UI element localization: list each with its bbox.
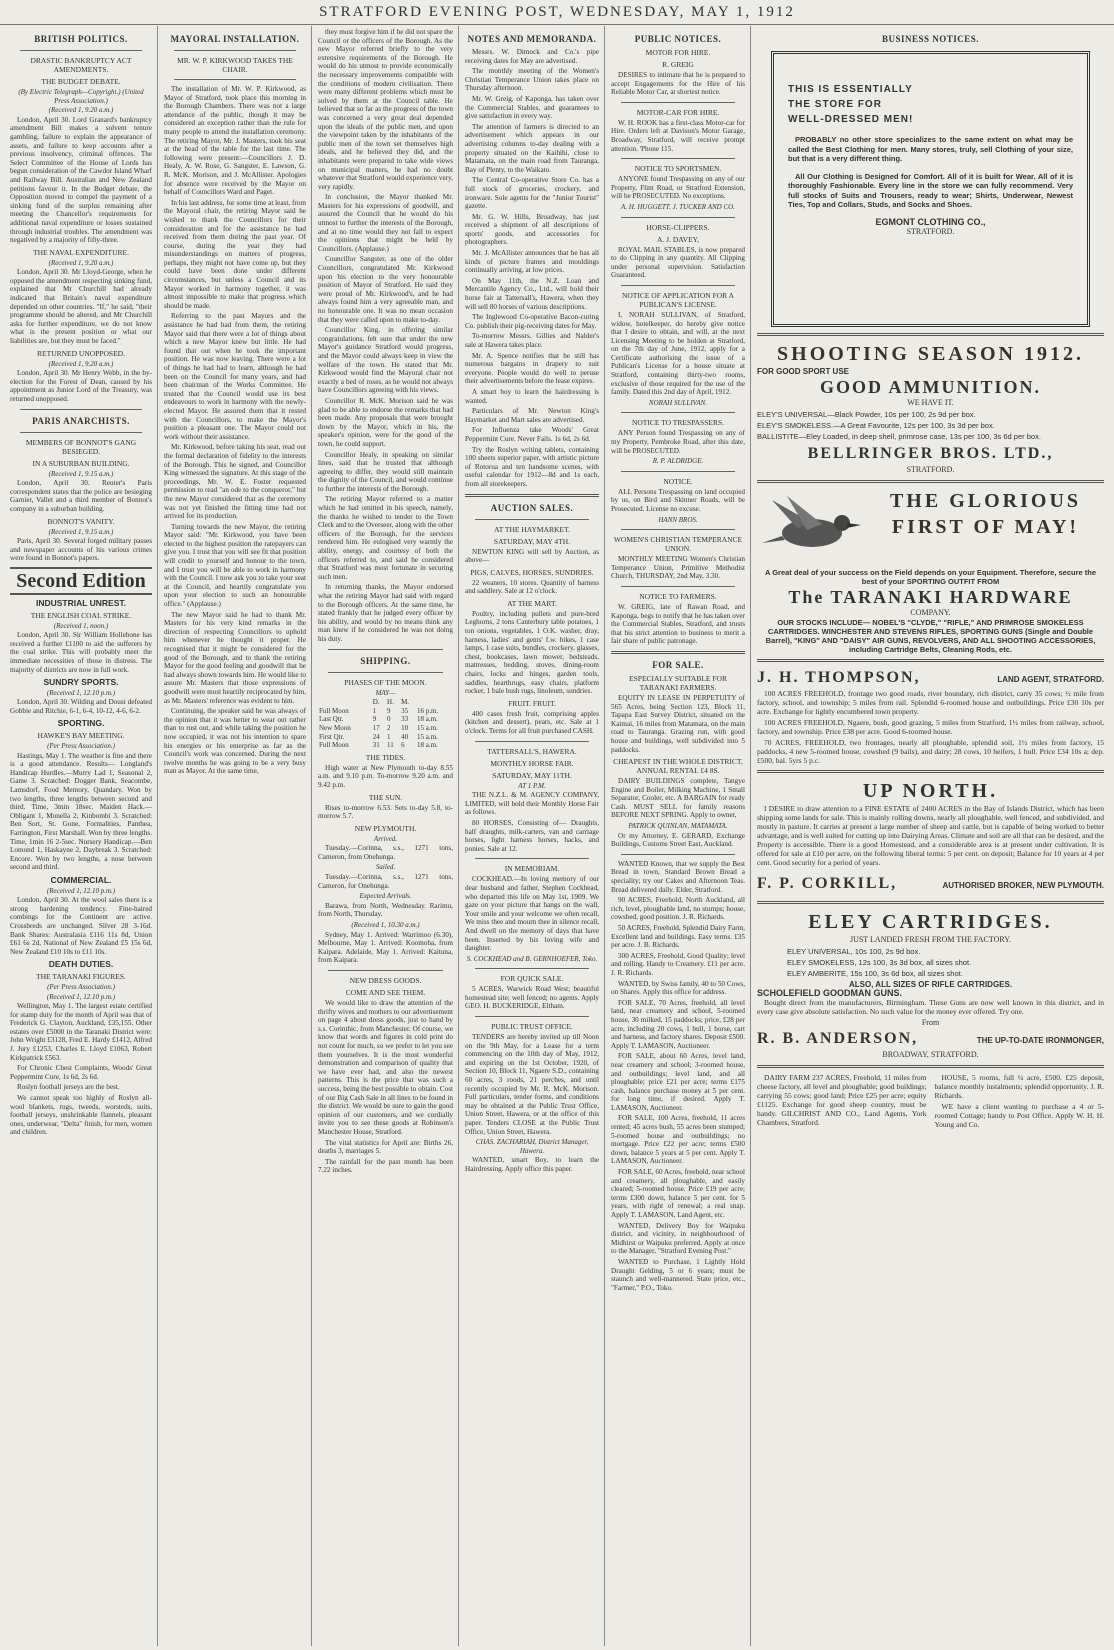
- article-paragraph: THE N.Z.L. & M. AGENCY COMPANY, LIMITED, will hold their Monthly Horse Fair as follows.: [465, 791, 599, 817]
- divider: [757, 770, 1104, 773]
- article-paragraph: Tuesday.—Corinna, s.s., 1271 tons, Cameron, for Onehunga.: [318, 873, 453, 890]
- signature: S. COCKHEAD and B. GERNHOEFER, Toko.: [466, 954, 598, 963]
- article-paragraph: London, April 30. Reuter's Paris correspondent states that the police are besieging Garnier, Vallet and a third member of Bonnot's company in a suburban building.: [10, 479, 152, 513]
- subheading: CHEAPEST IN THE WHOLE DISTRICT, ANNUAL RENTAL £4 8S.: [613, 757, 743, 776]
- article-paragraph: London, April 30. Sir William Hollebone has received a further £1100 to aid the sufferers by the coal strike. This will probably meet the immediate necessities of those in distress. The majority of districts are now in full work.: [10, 631, 152, 674]
- subheading: THE TIDES.: [365, 752, 406, 762]
- article-paragraph: Turning towards the new Mayor, the retiring Mayor said: "Mr. Kirkwood, you have been elected to the highest position the ratepayers can give you. I trust that you will see fit that position will credit to yourself and honour to the town, and I trust you will be able to work in harmony with the Council. I now ask you to take your seat at the Council, and heartily congratulate you upon your election to such an honourable office." (Applause.): [164, 522, 306, 609]
- article-paragraph: Or my Attorney, E. GERARD, Exchange Buildings, Customs Street East, Auckland.: [611, 831, 745, 849]
- subheading: IN A SUBURBAN BUILDING.: [32, 458, 130, 468]
- article-paragraph: 22 weaners, 10 stores. Quantity of harness and saddlery. Sale at 12 o'clock.: [465, 578, 599, 596]
- ad-paragraph: I DESIRE to draw attention to a FINE ESTATE of 2400 ACRES in the Bay of Islands District, which has been shipping some lands for sale. This is mainly rolling downs, nearly all ploughable, well fenced, and subdivided, and mostly in pasture. It carries at present a large number of sheep and cattle, but is capable of being worked to better advantage, and is well suited for cutting up into Dairying Areas. Climate and soil are all that can be desired, and the Property is accessible. There is a good Homestead, and a considerable area is at present under cultivation. It is offered for sale at £10 per acre, on the following liberal terms: 5 per cent. on deposit; Balance for 10 years at 4 per cent. Good security for a period of years.: [757, 804, 1104, 867]
- article-paragraph: ANYONE found Trespassing on any of our Property, Flint Road, or Stratford Extension, will be PROSECUTED. No exceptions.: [611, 175, 745, 201]
- second-edition-banner: Second Edition: [10, 567, 152, 595]
- article-paragraph: Continuing, the speaker said he was always of the opinion that it was better to wear out rather than to rust out, and while taking the position he now occupied, it was not his intention to spare his energies or his enterprise as far as the Council's work was concerned. During the next twelve months he was going to be a very busy man as Mayor. At the same time,: [164, 707, 306, 776]
- column-rule: [458, 26, 459, 1646]
- table-cell: 40: [401, 732, 409, 741]
- subheading: COME AND SEE THEM.: [345, 988, 426, 997]
- received-line: (Received 1, 9.20 a.m.): [48, 106, 114, 115]
- section-heading: INDUSTRIAL UNREST.: [35, 597, 127, 608]
- ad-paragraph: A Great deal of your success on the Field depends on your Equipment. Therefore, secure the best of your SPORTING OUTFIT FROM: [764, 568, 1097, 586]
- article-paragraph: NEWTON KING will sell by Auction, as above—: [465, 547, 599, 565]
- duck-icon: [757, 488, 867, 568]
- subheading: ESPECIALLY SUITABLE FOR TARANAKI FARMERS.: [629, 673, 727, 692]
- table-header: D.: [372, 698, 380, 707]
- corkill-header: [757, 873, 1104, 895]
- article-paragraph: ROYAL MAIL STABLES, is now prepared to do Clipping in any quantity. All Clipping under personal supervision. Satisfaction Guaranteed.: [611, 245, 745, 280]
- classified-ad: HOUSE, 5 rooms, full ¼ acre, £500. £25 deposit, balance monthly instalments; splendid opportunity. J. R. Richards.: [934, 1073, 1104, 1100]
- table-row: [318, 707, 453, 716]
- ad-headline: ELEY CARTRIDGES.: [808, 911, 1053, 933]
- divider: [621, 586, 735, 587]
- ad-tagline: FOR GOOD SPORT USE: [757, 367, 850, 376]
- article-paragraph: The attention of farmers is directed to an advertisement which appears in our advertising columns to-day dealing with a property situated on the Kaihihi, close to Matamata, on the main road from Tauranga, Bay of Plenty, to the Waikato.: [465, 122, 599, 174]
- subheading: A. J. DAVEY,: [656, 234, 700, 244]
- section-heading: SHIPPING.: [360, 655, 411, 666]
- table-cell: 35: [401, 706, 409, 715]
- classified-ad: 100 ACRES FREEHOLD, Ngaere, bush, good grazing, 5 miles from Stratford, 1½ miles from railway, school, factory, and township. Price £38 per acre. Good 6-roomed house.: [757, 718, 1104, 736]
- article-paragraph: Sydney, May 1. Arrived: Warrimoo (6.30), Melbourne, May 1. Arrived: Koomoba, from Kaipara. Adelaide, May 1. Arrived: Kaituna, from Kaipara.: [318, 930, 453, 965]
- table-cell: 1: [372, 706, 377, 715]
- article-paragraph: 80 HORSES, Consisting of— Draughts, half draughts, milk-carters, van and carriage horses, light harness horses, hacks, and ponies. Sale at 12.: [465, 818, 599, 853]
- advertiser-title: AUTHORISED BROKER, NEW PLYMOUTH.: [942, 881, 1104, 890]
- byline: (By Electric Telegraph—Copyright.) (United Press Association.): [18, 88, 144, 105]
- article-paragraph: London, April 30. At the wool sales there is a strong hardening tendency. Fine-haired combings for the Continent are active. Crossbreds are unchanged. Silver 28 3-16d. Bank Shares: Australasia £116 11s 8d, Union £61 6s 2d, National of New Zealand £5 15s 6d, New Zealand £10 10s to £11 10s.: [10, 896, 152, 956]
- advert-line: For Influenza take Woods' Great Peppermint Cure. Never Fails. 1s 6d, 2s 6d.: [465, 426, 599, 443]
- subheading: MONTHLY HORSE FAIR.: [490, 758, 574, 768]
- received-line: (Received 1, 12.10 p.m.): [46, 886, 116, 895]
- article-paragraph: Mr. W. Greig, of Kaponga, has taken over the Commercial Stables, and guarantees to give satisfaction in every way.: [465, 94, 599, 121]
- article-paragraph: MONTHLY MEETING Women's Christian Temperance Union, Primitive Methodist Church, THURSDAY, 2nd May, 3.30.: [611, 555, 745, 581]
- egmont-clothing-ad: [771, 51, 1090, 327]
- price-line: ELEY'S UNIVERSAL—Black Powder, 10s per 100, 2s 9d per box.: [757, 410, 976, 419]
- article-paragraph: Hastings, May 1. The weather is fine and there is a good attendance. Results— Longland's Handicap Hurdles.—Murry Lad 1, Seasonal 2, Game 3. Scratched: Dogger Bank, Seacombe, Lamsdorf, Food Memory, Quandary. Won by two lengths, three lengths between second and third. Time, 3min 18sec. Maiden Hack.—Obligant 1, Monella 2, Kinbombi 3. Scratched: Ben Sort, St. Gone, Formalities, Panthea, Farrington, First Marshall. Won by three lengths. Time, 1min 16 2-5sec. Nursery Handicap.—Ben Lomond 1, Haskayne 2, Daybreak 3. Scratched: Encore. Won by two lengths, a nose between second and third.: [10, 751, 152, 872]
- advert-line: We cannot speak too highly of Roslyn all-wool blankets, rugs, tweeds, worsteds, suits, football jerseys, unshrinkable flannels, pleasant ones, underwear, "Delta" finish, for men, women and children.: [10, 1094, 152, 1137]
- table-cell: 6: [401, 741, 405, 750]
- ad-headline: THE STORE FOR: [788, 99, 882, 110]
- glorious-ad: [757, 488, 1104, 568]
- divider: [621, 158, 735, 159]
- article-paragraph: Paris, April 30. Several forged military passes and newspaper accounts of his various crimes were found in Bonnot's papers.: [10, 537, 152, 563]
- moon-table: [318, 698, 453, 750]
- divider: [621, 412, 735, 413]
- price-line: ELEY AMBERITE, 15s 100, 3s 6d box, all sizes shot.: [787, 969, 963, 978]
- article-paragraph: London, April 30. Mr Lloyd-George, when he opposed the amendment respecting sinking fund, explained that Mr Churchill had already indicated that Britain's naval expenditure depended on other countries. "If," he said, "their programme should be altered, and Mr Churchill asks for further expenditure, we do not know what is the present position or what our liabilities are, but they must be faced.": [10, 268, 152, 346]
- article-paragraph: Barawa, from North, Wednesday. Rarimu, from North, Thursday.: [318, 901, 453, 919]
- signature: CHAS. ZACHARIAH, District Manager, Hawera.: [475, 1138, 589, 1155]
- subheading: NOTICE OF APPLICATION FOR A PUBLICAN'S LICENSE.: [621, 290, 735, 309]
- article-paragraph: The monthly meeting of the Women's Christian Temperance Union takes place on Thursday afternoon.: [465, 67, 599, 93]
- article-paragraph: Mr. Kirkwood, before taking his seat, read out the formal declaration of fidelity to the interests of the Borough. This he signed, and Councillor King witnessed the signature. At this stage of the proceedings, Mr. W. E. Foster requested permission to read "an ode to the conqueror," but the new Mayor considered that as the ceremony was not yet finished the fitting time had not arrived for its production.: [164, 443, 306, 521]
- divider: [465, 494, 599, 497]
- article-paragraph: WANTED, smart Boy, to learn the Hairdressing. Apply office this paper.: [465, 1156, 599, 1173]
- section-heading: MAYORAL INSTALLATION.: [170, 34, 300, 44]
- table-cell: 9: [387, 706, 391, 715]
- price-line: ELEY SMOKELESS, 12s 100, 3s 3d box, all sizes shot.: [787, 958, 972, 967]
- column-rule: [750, 26, 751, 1646]
- ad-headline: WELL-DRESSED MEN!: [788, 114, 914, 125]
- advert-line: For Chronic Chest Complaints, Woods' Great Peppermint Cure, 1s 6d, 2s 6d.: [10, 1064, 152, 1081]
- subheading: PIGS, CALVES, HORSES, SUNDRIES.: [470, 567, 594, 577]
- received-line: (Received 1, 9.15 a.m.): [48, 527, 114, 536]
- table-header: M.: [401, 698, 410, 707]
- subheading: FOR QUICK SALE.: [500, 974, 564, 984]
- article-paragraph: The Central Co-operative Store Co. has a full stock of groceries, crockery, and ironware. Sole agents for the "Junior Tourist" gazette.: [465, 176, 599, 211]
- subheading: IN MEMORIAM.: [504, 864, 560, 874]
- subheading: WOMEN'S CHRISTIAN TEMPERANCE UNION.: [613, 535, 743, 554]
- article-paragraph: Councillor R. McK. Morison said he was glad to be able to endorse the remarks that had been made. Any proposals that were brought down by the Mayor, which in his, the speaker's opinion, were for the good of the town, he could support.: [318, 396, 453, 448]
- column-mayoral-installation: [160, 28, 310, 1646]
- label: Expected Arrivals.: [359, 892, 412, 901]
- article-paragraph: Wellington, May 1. The largest estate certified for stamp duty for the month of April was that of Frederick G. Clayton, Auckland, £35,155. Other estates over £5000 in the Taranaki District were: John Wright £3128, Fred E. Hardy £1412, Alfred J. Jury £1253, Charles E. Lloyd £1063, Robert Kirkpatrick £563.: [10, 1002, 152, 1062]
- section-heading: BUSINESS NOTICES.: [881, 34, 980, 44]
- ad-headline: THIS IS ESSENTIALLY: [788, 84, 913, 95]
- classified-ad: 300 ACRES, Freehold, Good Quality; level and rolling. Handy to Creamery. £11 per acre. J. R. Richards.: [611, 951, 745, 977]
- ad-tagline: JUST LANDED FRESH FROM THE FACTORY.: [849, 935, 1012, 944]
- table-cell: 11: [387, 741, 394, 750]
- article-paragraph: The vital statistics for April are: Births 26, deaths 3, marriages 5.: [318, 1138, 453, 1156]
- column-notes-memoranda: [461, 28, 603, 1646]
- table-cell: Full Moon: [319, 706, 349, 715]
- subheading: AT THE HAYMARKET.: [494, 524, 570, 534]
- classified-ad: DAIRY FARM 237 ACRES, Freehold, 11 miles from cheese factory, all level and ploughable; good buildings; carrying 55 cows; good land; Price £25 per acre; equity £1125. Exchange for good sheep country, must be handy. GILCHRIST AND CO., Land Agents, York Chambers, Stratford.: [757, 1073, 927, 1127]
- article-paragraph: 400 cases fresh fruit, comprising apples (kitchen and dessert), pears, etc. Sale at 1 o'clock. Terms for all fruit purchased CASH.: [465, 709, 599, 735]
- article-paragraph: Councillor Sangster, as one of the older Councillors, congratulated Mr. Kirkwood upon his election to the very honourable position of Mayor of Stratford. He said they were proud of Mr. Kirkwood's, and he had always found him a very agreeable man, and no honourable one. It was no mean occasion that they were called upon to make to-day.: [318, 255, 453, 324]
- table-cell: 1: [387, 732, 391, 741]
- divider: [475, 858, 589, 859]
- byline: (Per Press Association.): [47, 982, 115, 991]
- article-paragraph: Councillor Healy, in speaking on similar lines, said that he trusted that although agreeing to differ, they would still maintain the dignity of the Council, and would continue to further the interests of the Borough.: [318, 450, 453, 493]
- article-paragraph: In returning thanks, the Mayor endorsed what the retiring Mayor had said with regard to the Borough officers. At the same time, he stated frankly that he judged every officer by his ability, and would by no means think any man knew if he considered he was not doing his duty.: [318, 583, 453, 643]
- ad-headline: SHOOTING SEASON 1912.: [777, 343, 1084, 365]
- divider: [328, 649, 443, 650]
- ad-paragraph: PROBABLY no other store specializes to the same extent on what may be called the Best Clothing for men. Many stores, truly, sell Clothing of your size, but that is a very different thing.: [788, 135, 1073, 163]
- table-row: [318, 741, 453, 750]
- moon-month: MAY—: [375, 688, 396, 697]
- article-paragraph: Councillor King, in offering similar congratulations, felt sure that under the new Mayor's guidance Stratford would progress, and the Mayor could always keep in view the welfare of the town. He stated that Mr. Kirkwood would find the Mayoral chair not exactly a bed of roses, as he would not always have Councillors agreeing with his views.: [318, 326, 453, 395]
- divider: [757, 333, 1104, 336]
- advertiser-location: STRATFORD.: [906, 465, 955, 474]
- article-paragraph: The Inglewood Co-operative Bacon-curing Co. publish their pig-receiving dates for May.: [465, 313, 599, 330]
- table-header: [318, 698, 372, 707]
- ad-headline: GOOD AMMUNITION.: [820, 377, 1041, 397]
- ad-headline: FIRST OF MAY!: [891, 516, 1080, 538]
- article-paragraph: London, April 30. Lord Granard's bankruptcy amendment Bill makes a solvent tenure gambling, failure to explain the appearance of assets, and failure to keep accounts after a previous insolvency, criminal offences. The Select Committee of the House of Lords has begun consideration of the Cawdor Island Wharf and Railway Bill. Australian and New Zealand petitions favour it. In the Budget debate, the Opposition moved to compel the payment of a sinking fund of the surplus remaining after meeting the Chancellor's requirements for additional naval expenditure or losses sustained through industrial troubles. The amendment was negatived by a majority of fifty-three.: [10, 115, 152, 245]
- article-paragraph: Particulars of Mr. Newton King's Haymarket and Mart sales are advertised.: [465, 407, 599, 424]
- divider: [621, 217, 735, 218]
- divider: [328, 672, 443, 673]
- classified-ad: WE have a client wanting to purchase a 4 or 5-roomed Cottage; handy to Post Office. Apply W. H. H. Young and Co.: [934, 1102, 1104, 1129]
- classified-ad: WANTED to Purchase, 1 Lightly Hold Draught Gelding, 5 or 6 years; must be staunch and well-mannered. State price, etc., "Farmer," P.O., Toko.: [611, 1257, 745, 1292]
- classified-ad: FOR SALE, 100 Acres, freehold, 11 acres rented; 45 acres bush, 55 acres been stumped; 5-roomed house and outbuildings; no mortgage. Price £22 per acre; terms £500 down, balance 5 years at 5 per cent. Apply T. LAMASON, Auctioneer.: [611, 1114, 745, 1166]
- advertiser-name: BELLRINGER BROS. LTD.,: [807, 445, 1054, 462]
- subheading: NEW PLYMOUTH.: [354, 823, 417, 833]
- section-heading: SPORTING.: [57, 718, 105, 729]
- column-mayoral-continued: [314, 28, 457, 1646]
- subheading: THE ENGLISH COAL STRIKE.: [30, 610, 132, 620]
- column-rule: [604, 26, 605, 1646]
- table-cell: 16 p.m.: [416, 706, 439, 715]
- subheading: RETURNED UNOPPOSED.: [37, 348, 125, 358]
- table-cell: 9: [372, 715, 377, 724]
- classified-ad: FOR SALE, about 60 Acres, level land, near creamery and school; 3-roomed house, and outbuildings; level land, and all ploughable; price £21 per acre; terms £175 cash, balance purchase money at 5 per cent. for long time, if desired. Apply T. LAMASON, Auctioneer.: [611, 1052, 745, 1112]
- advertiser-title: LAND AGENT, STRATFORD.: [997, 675, 1104, 684]
- article-paragraph: We would like to draw the attention of the thrifty wives and mothers to our advertisement on page 4 about dress goods, just to hand by s.s. Corinthic, from Manchester. Of course, we know that words and figures in cold print do not count for much, so we prefer to let you see them yourselves. It is the most wonderful demonstration and comparison of quality that we have ever had, and also the newest patterns. This is the price that was such a success, being the best possible to obtain. Cost of our Big Cash Sale in all lines to be found in the district. We would be sure to gain the good opinion of our customers, and we cordially invite you to see these goods at Robinson's Manchester House, Stratford.: [318, 999, 453, 1136]
- table-cell: 31: [372, 741, 380, 750]
- ad-tagline: WE HAVE IT.: [907, 398, 954, 407]
- section-heading: NOTES AND MEMORANDA.: [467, 34, 597, 44]
- article-paragraph: The rainfall for the past month has been 7.22 inches.: [318, 1157, 453, 1175]
- divider: [621, 471, 735, 472]
- article-paragraph: Mr. G. W. Hills, Broadway, has just received a shipment of all descriptions of sports' goods, and accessories for photographers.: [465, 212, 599, 247]
- article-paragraph: 5 ACRES, Warwick Road West; beautiful homestead site; well fenced; no agents. Apply GEO. H. BUCKERIDGE, Eltham.: [465, 985, 599, 1011]
- article-paragraph: In conclusion, the Mayor thanked Mr. Masters for his expressions of goodwill, and assured the Council that he would do his utmost to further the interests of the Borough, and at no time would they not fail to expect the opinions that might be held by Councillors. (Applause.): [318, 193, 453, 253]
- classified-ad: WANTED Known, that we supply the Best Bread in town, Standard Brown Bread a speciality; try our Cakes and Afternoon Teas. Bread delivered daily. Elder, Stratford.: [611, 859, 745, 894]
- subheading: THE SUN.: [368, 792, 403, 802]
- ad-headline: SCHOLEFIELD GOODMAN GUNS.: [757, 988, 903, 998]
- subheading: SATURDAY, MAY 11TH.: [492, 770, 572, 780]
- advertiser-name: R. B. ANDERSON,: [757, 1030, 919, 1047]
- anderson-header: [757, 1028, 1104, 1050]
- table-cell: 33: [401, 715, 409, 724]
- subheading: THE BUDGET DEBATE.: [41, 77, 121, 86]
- divider: [20, 432, 142, 433]
- article-paragraph: I, NORAH SULLIVAN, of Stratford, widow, hotelkeeper, do hereby give notice that I desire to obtain, and will, at the next Licensing Meeting to be holden at Stratford, on the 7th day of June, 1912, apply for a Certificate authorising the issue of a Publican's License for a house situate at Stratford, containing thirty-two rooms, exclusive of those required for the use of the family. Dated this 2nd day of April, 1912.: [611, 310, 745, 397]
- section-heading: DEATH DUTIES.: [48, 959, 114, 970]
- subheading: AT THE MART.: [507, 598, 557, 608]
- section-heading: COMMERCIAL.: [50, 874, 112, 885]
- classified-ad: 70 ACRES, FREEHOLD, two frontages, nearly all ploughable, splendid soil, 1½ miles from factory, 15 paddocks, 4 new 5-roomed house, cowshed (9 bails), and dairy; 28 cows, 10 heifers, 1 bull. Price £34 10s a; dep. £500, bal. 5yrs 5 p.c.: [757, 738, 1104, 765]
- divider: [621, 854, 735, 855]
- subheading: R. GREIG: [662, 60, 694, 69]
- ad-paragraph: OUR STOCKS INCLUDE— NOBEL'S "CLYDE," "RIFLE," AND PRIMROSE SMOKELESS CARTRIDGES. WINCHESTER AND STEVENS RIFLES, SPORTING GUNS (Single and Double Barrel), "KING" AND "DAISY" AIR GUNS, REVOLVERS, AND ALL SHOOTING ACCESSORIES, including Cartridge Belts, Cleaning Rods, etc.: [765, 618, 1096, 654]
- article-paragraph: Tuesday.—Corinna, s.s., 1271 tons, Cameron, from Onehunga.: [318, 844, 453, 861]
- table-cell: 10: [401, 723, 409, 732]
- received-line: (Received 1, 12.10 p.m.): [46, 688, 116, 697]
- article-paragraph: The retiring Mayor referred to a matter which he had omitted in his speech, namely, the thanks he wished to tender to the Town Clerk and to the Overseer, along with the other officers of the Borough, for the services rendered him. He eulogised very warmly the ability, energy, and courtesy of both the officers referred to, and said he considered that Stratford was most fortunate in securing such men.: [318, 495, 453, 581]
- divider: [20, 409, 142, 410]
- article-paragraph: they must forgive him if he did not spare the Council or the officers of the Borough. As the new Mayor referred briefly to the very extensive requirements of the Borough. He would do his utmost to provide economically the necessary improvements compatible with the conditions of modern civilisation. There were many different problems which must be solved by them at the Council table. He believed that so far as the progress of the town was concerned a very great deal depended upon the ideals of the public men, and upon the viewpoint taken by the inhabitants of the public men of the town set themselves high ideals, and he believed they did, and the inhabitants were prepared to take wide views on municipal matters, he had no doubt whatever that Stratford would experience very, very rapidly.: [318, 28, 453, 191]
- article-paragraph: COCKHEAD.—In loving memory of our dear husband and father, Stephen Cockhead, who departed this life on May 1st, 1909. We gaze on your picture that hangs on the wall, Your smile and your welcome we often recall, We miss thee and mourn thee in silence recall, And dwell on the memory of days that have been. Inserted by his loving wife and daughter.: [465, 875, 599, 953]
- subheading: NOTICE TO TRESPASSERS.: [631, 418, 725, 428]
- article-paragraph: The new Mayor said he had to thank Mr. Masters for his very kind remarks in the direction of respecting Councillors to uphold him whenever he thought it proper. He recognised that it might be considered for the good of the Borough, and to thank the retiring Mayor for the good feeling and goodwill that he had always shown towards him. He would like to assure Mr. Masters that those expressions of goodwill were most heartily reciprocated by him, as Mr. Masters' reference was evident to him.: [164, 610, 306, 705]
- subheading: PUBLIC TRUST OFFICE.: [491, 1022, 573, 1032]
- article-paragraph: DAIRY BUILDINGS complete, Tangye Engine and Boiler, Milking Machine, 1 Small Separator, Cooler, etc. A BARGAIN for ready Cash. MUST SELL for family reasons BEFORE NEXT SPRING. Apply to owner,: [611, 777, 745, 820]
- article-paragraph: W. H. ROOK has a first-class Motor-car for Hire. Orders left at Davison's Motor Garage, Broadway, Stratford, will receive prompt attention. 'Phone 115.: [611, 118, 745, 153]
- classified-ad: 50 ACRES, Freehold, Splendid Dairy Farm, Excellent land and buildings. Easy terms. £35 per acre. J. B. Richards.: [611, 924, 745, 950]
- divider: [621, 102, 735, 103]
- article-paragraph: ALL Persons Trespassing on land occupied by us, on Bird and Skinner Roads, will be Prosecuted. License no excuse.: [611, 487, 745, 513]
- subheading: SATURDAY, MAY 4TH.: [493, 536, 571, 546]
- table-row: [318, 733, 453, 742]
- article-paragraph: Mr. A. Spence notifies that he still has numerous bargains in drapery to suit everyone. People would do well to peruse their advertisements before the lease expires.: [465, 351, 599, 386]
- table-row: [318, 715, 453, 724]
- ad-headline: THE GLORIOUS: [889, 490, 1082, 512]
- table-cell: Last Qtr.: [319, 715, 344, 724]
- classified-ad: FOR SALE, 60 Acres, freehold, near school and creamery, all ploughable, and easily cleared; 5-roomed house. Price £19 per acre; terms £300 down, balance 5 per cent. for 5 years, with right of renewal; a real snap. Apply T. LAMASON, Land Agent, etc.: [611, 1168, 745, 1219]
- received-line: (Received 1, noon.): [53, 621, 109, 630]
- article-paragraph: Messrs. W. Dimock and Co.'s pipe receiving dates for May are advertised.: [465, 48, 599, 65]
- subheading: BONNOT'S VANITY.: [47, 516, 115, 526]
- divider: [174, 79, 296, 80]
- price-line: BALLISTITE—Eley Loaded, in deep shell, primrose case, 13s per 100, 3s 6d per box.: [757, 432, 1041, 441]
- advertiser-title: THE UP-TO-DATE IRONMONGER,: [976, 1036, 1104, 1045]
- column-public-notices: [607, 28, 749, 1646]
- subheading: MR. W. P. KIRKWOOD TAKES THE CHAIR.: [177, 56, 293, 74]
- advertiser-name: F. P. CORKILL,: [757, 875, 898, 892]
- subheading: TATTERSALL'S, HAWERA.: [487, 746, 577, 756]
- table-header: H.: [387, 698, 394, 707]
- signature: NORAH SULLIVAN.: [648, 398, 708, 407]
- signature: HANN BROS.: [658, 515, 698, 524]
- classified-ad: 90 ACRES, Freehold, North Auckland, all rich, level, ploughable land, no stumps; house, cowshed, good position. J. R. Richards.: [611, 896, 745, 922]
- section-heading: PARIS ANARCHISTS.: [32, 415, 130, 426]
- table-cell: 15 a.m.: [416, 732, 438, 741]
- divider: [328, 970, 443, 971]
- article-paragraph: TENDERS are hereby invited up till Noon on the 9th May, for a Lease for a term commencing on the 10th day of May, 1912, and expiring on the 1st October, 1920, of Section 10, Block 11, Ngaere S.D., containing 60 acres, 3 roods, 21 perches, and until recently occupied by Mr. R. McK. Morison. Full particulars, tender forms, and conditions may be obtained at the Public Trust Office, Union Street, Hawera, or at the office of this paper. Tenders CLOSE at the Public Trust Office, Union Street, Hawera.: [465, 1033, 599, 1136]
- article-paragraph: High water at New Plymouth to-day 8.55 a.m. and 9.10 p.m. To-morrow 9.20 a.m. and 9.42 p.m.: [318, 763, 453, 789]
- subheading: HORSE-CLIPPERS.: [646, 222, 710, 232]
- subheading: DRASTIC BANKRUPTCY ACT AMENDMENTS.: [30, 56, 132, 74]
- ad-paragraph: Bought direct from the manufacturers, Birmingham. These Guns are now well known in this district, and in every case give absolute satisfaction. No such value for the money ever offered. Try one.: [757, 998, 1104, 1016]
- advertiser-location: STRATFORD.: [906, 226, 955, 236]
- article-paragraph: London, April 30. Wilding and Doust defeated Gobbie and Ritchie, 6-1, 6-4, 10-12, 4-6, 6-2.: [10, 698, 152, 715]
- advertiser-name: EGMONT CLOTHING CO.,: [875, 216, 986, 227]
- price-line: ELEY UNIVERSAL, 10s 100, 2s 9d box.: [787, 947, 921, 956]
- table-cell: 18 a.m.: [416, 741, 438, 750]
- signature: A. H. HUGGETT. J. TUCKER AND CO.: [621, 202, 735, 211]
- divider: [475, 519, 589, 520]
- ad-paragraph: All Our Clothing is Designed for Comfort. All of it is built for Wear. All of it is thoroughly Fashionable. Every line in the store we can fully recommend. Very full stocks of Suits and Trousers, ready to wear; Shirts, Underwear, Newest Ties, Top and Collars, Studs, and Socks and Shoes.: [788, 171, 1073, 209]
- divider: [20, 50, 142, 51]
- signature: PATRICK QUINLAN, MATAMATA.: [628, 822, 728, 831]
- subheading: THE TARANAKI FIGURES.: [36, 971, 126, 981]
- section-heading: PUBLIC NOTICES.: [634, 34, 722, 44]
- table-cell: 24: [372, 732, 380, 741]
- table-cell: 18 a.m.: [416, 715, 438, 724]
- divider: [621, 529, 735, 530]
- divider: [475, 968, 589, 969]
- table-cell: Full Moon: [319, 741, 349, 750]
- advertiser-name: The TARANAKI HARDWARE: [788, 587, 1073, 607]
- classified-ad: WANTED, Delivery Boy for Waipuku district, and vicinity, in neighbourhood of Midhirst or Waipuku preferred. Apply at once to the Manager, "Stratford Evening Post.": [611, 1221, 745, 1256]
- subheading: HAWKE'S BAY MEETING.: [37, 731, 125, 741]
- subheading: FRUIT. FRUIT.: [508, 698, 556, 708]
- advertiser-name: J. H. THOMPSON,: [757, 669, 921, 686]
- table-cell: First Qtr.: [319, 732, 345, 741]
- byline: (Per Press Association.): [47, 742, 115, 751]
- received-line: (Received 1, 12.10 p.m.): [46, 992, 116, 1001]
- column-business-notices: [753, 28, 1108, 1646]
- received-line: (Received 1, 9.20 a.m.): [48, 359, 114, 368]
- divider: [757, 1065, 1104, 1068]
- article-paragraph: ANY Person found Trespassing on any of my Property, Pembroke Road, after this date, will be PROSECUTED.: [611, 429, 745, 455]
- advertiser-location: COMPANY.: [910, 608, 951, 617]
- table-cell: 17: [372, 723, 380, 732]
- subheading: MOTOR FOR HIRE.: [645, 48, 711, 57]
- divider: [621, 285, 735, 286]
- label: Arrived.: [373, 834, 398, 843]
- label: From: [921, 1018, 940, 1027]
- divider: [757, 480, 1104, 483]
- subheading: NEW DRESS GOODS.: [349, 976, 422, 985]
- table-header: [416, 698, 453, 707]
- advertiser-location: BROADWAY, STRATFORD.: [882, 1050, 979, 1059]
- column-rule: [157, 26, 158, 1646]
- ad-tagline: ALSO, ALL SIZES OF RIFLE CARTRIDGES.: [848, 980, 1013, 989]
- article-paragraph: Referring to the past Mayors and the assistance he had had from them, the retiring Mayor said that there were a lot of things about which a new Mayor knew but little. He had found that out when he took the important position. He was now leaving. There were a lot of things he had had to learn, although he had been on the Council for many years, and had been chairman of the Works Committee. He trusted that the Council would use its best endeavours to work in harmony with the newly-elected Mayor. He assured them that it rested with the Councillors, to make the Mayor's position a pleasant one. The Mayor could not work without their assistance.: [164, 312, 306, 441]
- classified-ad: FOR SALE, 70 Acres, freehold, all level land, near creamery and school, 5-roomed house, 30 milked, 15 paddocks; price, £28 per acre, including 20 cows, 1 bull, 1 horse, cart and harness, and factory shares. Deposit £500. Apply T. LAMASON, Auctioneer.: [611, 998, 745, 1050]
- article-paragraph: To-morrow Messrs. Gillies and Nalder's sale at Hawera takes place.: [465, 332, 599, 349]
- article-paragraph: In his last address, for some time at least, from the Mayoral chair, the retiring Mayor said he wished to thank the Councillors for their consideration and for the assistance he had received from them during the past year. Of course, during the year they had misunderstandings on matters of progress, perhaps, they might not have come up, but they could have been done under different circumstances, but unless a Council and its Mayor worked in harmony together, it was almost impossible to make that progress which should be made.: [164, 198, 306, 310]
- received-line: (Received 1, 9.15 a.m.): [48, 469, 114, 478]
- article-paragraph: Try the Roslyn writing tablets, containing 100 sheets superior paper, with artistic picture of Rotorua and ten handsome scenes, with useful calendar for 1912—8d and 1s each, from all storekeepers.: [465, 445, 599, 488]
- divider: [611, 651, 745, 654]
- article-paragraph: The installation of Mr. W. P. Kirkwood, as Mayor of Stratford, took place this morning in the Borough Chambers. There was not a large attendance of the public, though it may be considered an exception rather than the rule for many people to attend the installation ceremony. The retiring Mayor, Mr. J. Masters, took his seat at the head of the table for the last time. The following were present:—Councillors J. D. Healy, A. W. Rose, G. Sangster, E. Lawson, G. R. McK. Morison, and J. McAllister. Apologies for absence were received by the Mayor on behalf of Councillors Ward and Paget.: [164, 85, 306, 197]
- article-paragraph: London, April 30. Mr Henry Webb, in the by-election for the Forest of Dean, caused by his appointment as Junior Lord of the Treasury, was returned unopposed.: [10, 369, 152, 403]
- subheading: MEMBERS OF BONNOT'S GANG BESIEGED.: [25, 437, 137, 456]
- article-paragraph: EQUITY IN LEASE IN PERPETUITY of 565 Acres, being Section 123, Block 11, Tapapa East Survey District, situated on the Kaimai, 16 miles from Matamata, on the main road to Tauranga. Grazing run, with good house and buildings, well subdivided into 5 paddocks.: [611, 693, 745, 754]
- section-heading: AUCTION SALES.: [490, 502, 574, 513]
- table-cell: 15 a.m.: [416, 723, 438, 732]
- article-paragraph: Mr. J. McAllister announces that he has all kinds of picture frames and mouldings continually arriving, at low prices.: [465, 249, 599, 275]
- table-cell: 0: [387, 715, 391, 724]
- divider: [757, 901, 1104, 904]
- price-line: ELEY'S SMOKELESS.—A Great Favourite, 12s per 100, 3s 3d per box.: [757, 421, 995, 430]
- divider: [475, 1016, 589, 1017]
- section-heading: FOR SALE.: [652, 659, 704, 670]
- received-line: (Received 1, 10.30 a.m.): [351, 921, 420, 930]
- classified-ad: WANTED, by Swiss family, 40 to 50 Cows, on Shares. Apply this office for address.: [611, 979, 745, 997]
- masthead: STRATFORD EVENING POST, WEDNESDAY, MAY 1, 1912: [0, 0, 1114, 25]
- received-line: (Received 1, 9.20 a.m.): [48, 258, 114, 267]
- article-paragraph: Rises to-morrow 6.53. Sets to-day 5.8, to-morrow 5.7.: [318, 803, 453, 821]
- ad-headline: UP NORTH.: [862, 780, 999, 802]
- table-cell: New Moon: [319, 723, 351, 732]
- subheading: NOTICE TO SPORTSMEN.: [634, 164, 722, 174]
- article-paragraph: On May 11th, the N.Z. Loan and Mercantile Agency Co., Ltd., will hold their horse fair at Tattersall's, Hawera, when they will sell 80 horses of various descriptions.: [465, 276, 599, 311]
- table-cell: 2: [387, 723, 391, 732]
- bottom-classifieds: [757, 1073, 1104, 1131]
- article-paragraph: DESIRES to intimate that he is prepared to accept Engagements for the Hire of his Reliable Motor Car, at shortest notice.: [611, 71, 745, 97]
- table-header-row: [318, 698, 453, 707]
- subheading: NOTICE.: [663, 476, 693, 486]
- column-british-politics: [6, 28, 156, 1646]
- subheading: THE NAVAL EXPENDITURE.: [33, 247, 129, 257]
- subheading: PHASES OF THE MOON.: [344, 677, 427, 687]
- article-paragraph: Poultry, including pullets and pure-bred Leghorns, 2 tons Canterbury table potatoes, 1 ton onions, vegetables, 1 O.K. washer, dray, harness, ladies' and gents' f.w. bikes, 1 case lamps, 1 case suits, bundles, crockery, glasses, chest, bookcases, lawn mower, bedsteads, mattresses, bedding, stoves, dining-room chairs, locks and hinges, garden tools, saddles, hearthrugs, easy chairs, platform rocker, 1 bale bush rugs, linoleum, sundries.: [465, 609, 599, 696]
- label: Sailed.: [375, 863, 396, 872]
- signature: R. P. ALDRIDGE.: [652, 457, 704, 466]
- subheading: MOTOR-CAR FOR HIRE.: [636, 107, 720, 117]
- divider: [174, 50, 296, 51]
- column-rule: [311, 26, 312, 1646]
- divider: [475, 741, 589, 742]
- article-paragraph: W. GREIG, late of Rawan Road, and Kaponga, begs to notify that he has taken over the Commercial Stables, Stratford, and trusts that his strict attention to business to merit a fair share of public patronage.: [611, 602, 745, 646]
- article-paragraph: A smart boy to learn the hairdressing is wanted.: [465, 387, 599, 405]
- divider: [757, 659, 1104, 662]
- section-heading: SUNDRY SPORTS.: [43, 677, 119, 688]
- section-heading: BRITISH POLITICS.: [34, 34, 128, 44]
- classified-ad: 100 ACRES FREEHOLD, frontage two good roads, river boundary, rich district, carry 35 cows; ½ mile from factory, school, and township; 5 miles from rail. Splendid 6-roomed house and outbuildings. Price £30 10s per acre. Exchange for lightly encumbered town property.: [757, 689, 1104, 716]
- thompson-header: [757, 667, 1104, 689]
- table-row: [318, 724, 453, 733]
- subheading: NOTICE TO FARMERS.: [639, 591, 717, 601]
- label: AT 1 P.M.: [518, 781, 546, 790]
- advert-line: Roslyn football jerseys are the best.: [17, 1083, 120, 1092]
